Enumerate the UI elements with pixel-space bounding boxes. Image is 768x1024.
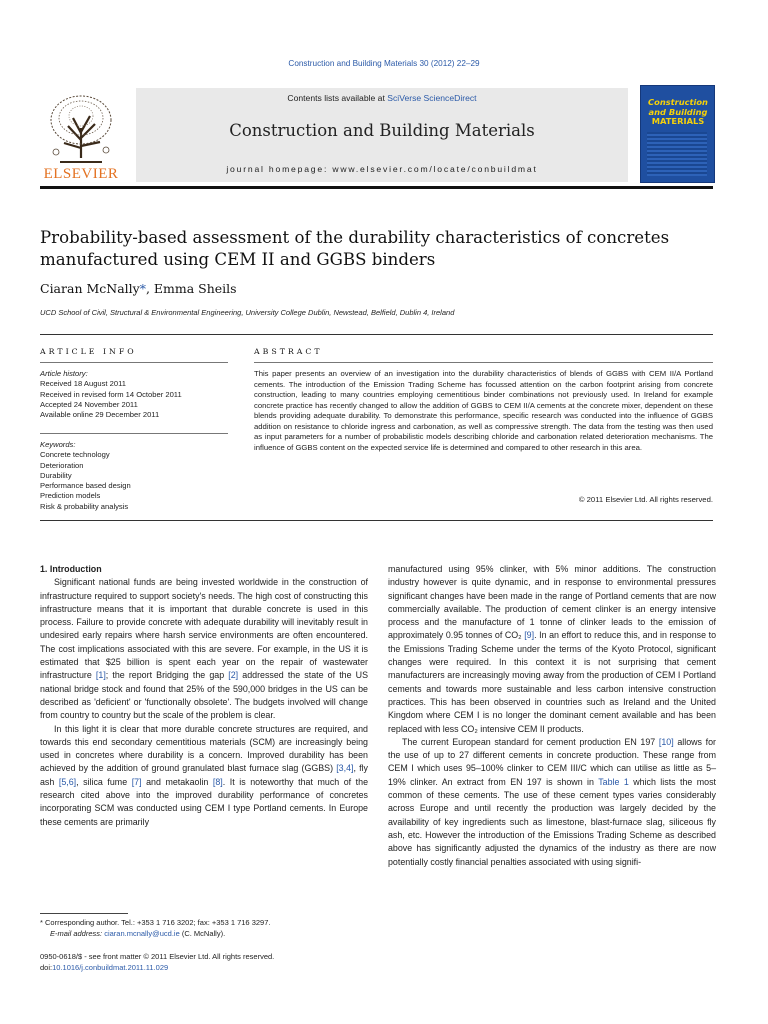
- paragraph: [388, 563, 716, 736]
- history-online: Available online 29 December 2011: [40, 410, 160, 420]
- article-history: [40, 369, 230, 420]
- text-run: . It is noteworthy that much of the research cited above into the improved durability performance of concretes incorporating SCM was conducted using CEM I type Portland cements. In Europe these cements are primarily: [40, 776, 369, 827]
- text-run: and metakaolin: [141, 776, 213, 787]
- text-run: Significant national funds are being invested worldwide in the construction of infrastructure required to support society's needs. The high cost of constructing this infrastructure means that it is important that durable concrete is used in this process. Failure to provide concrete with adequate durability will inevitably result in undesired early repairs where harsh service environments are often encountered. The cost implications associated with this are severe. For example, in the US it is estimated that $25 billion is spent each year on the repair of wastewater infrastructure: [40, 577, 368, 681]
- history-received: Received 18 August 2011: [40, 379, 126, 389]
- abstract-divider: [40, 520, 713, 521]
- authors: [40, 281, 237, 296]
- keyword-item: Performance based design: [40, 481, 131, 491]
- journal-homepage[interactable]: journal homepage: www.elsevier.com/locate/conbuildmat: [226, 164, 538, 174]
- keyword-item: Risk & probability analysis: [40, 501, 129, 511]
- cover-title-text: Construction and Building: [648, 97, 708, 117]
- email-line: [40, 929, 370, 940]
- paragraph: [388, 736, 716, 869]
- email-link[interactable]: ciaran.mcnally@ucd.ie: [104, 928, 180, 938]
- keyword-item: Durability: [40, 470, 72, 480]
- front-matter-info: [40, 952, 274, 974]
- email-suffix: (C. McNally).: [179, 928, 226, 938]
- citation-link[interactable]: [3,4]: [336, 763, 354, 774]
- abstract-rule: [254, 362, 713, 363]
- corresponding-author-marker[interactable]: *: [139, 281, 146, 296]
- citation-link[interactable]: [9]: [524, 630, 535, 641]
- contents-prefix: Contents lists available at: [287, 93, 388, 103]
- keyword-item: Prediction models: [40, 491, 101, 501]
- table-link[interactable]: Table 1: [598, 776, 629, 787]
- text-run: manufactured using 95% clinker, with 5% minor additions. The construction industry however is quite dynamic, and in response to environmental pressures significant changes have been made in the range of Portland cements that are now commercially available. The production of cement clinker is an energy intensive process and the manufacture of 1 tonne of clinker leads to the emission of approximately 0.95 tonnes of CO₂: [388, 564, 716, 641]
- issn-line: 0950-0618/$ - see front matter © 2011 Elsevier Ltd. All rights reserved.: [40, 952, 275, 961]
- header-rule: [40, 186, 713, 189]
- author-sheils[interactable]: , Emma Sheils: [145, 281, 237, 296]
- cover-artwork: [647, 132, 707, 176]
- abstract-copyright: © 2011 Elsevier Ltd. All rights reserved.: [578, 495, 713, 504]
- corresponding-author-note: * Corresponding author. Tel.: +353 1 716 3202; fax: +353 1 716 3297.: [40, 918, 271, 927]
- affiliation: UCD School of Civil, Structural & Environmental Engineering, University College Dublin, Newstead, Belfield, Dublin 4, Ireland: [40, 308, 455, 317]
- sciencedirect-link[interactable]: SciVerse ScienceDirect: [387, 93, 477, 103]
- article-info-heading: ARTICLE INFO: [40, 347, 137, 356]
- cover-subtitle: MATERIALS: [651, 116, 705, 126]
- text-run: ; the report Bridging the gap: [105, 670, 229, 681]
- article-info-rule: [40, 362, 228, 363]
- contents-line: [136, 93, 628, 103]
- abstract-text: This paper presents an overview of an investigation into the durability characteristics of blends of GGBS with CEM II/A Portland cements. The introduction of the Emission Trading Scheme has focussed attention on the carbon footprint arising from concrete construction, leading to many countries employing cementitious binder combinations not previously used. In Ireland for example concrete practice has recently changed to allow the addition of GGBS to CEM II/A cements at the concrete mixer, dependent on these blends providing adequate durability. To demonstrate this performance, specific research was conducted into the influence of GGBS addition on resistance to chloride ingress and carbonation, as well as compressive strength. The data from the testing was then used as input parameters for a number of probabilistic models describing chloride and carbonation related deterioration mechanisms. The influence of GGBS content on the expected service life is determined and compared to other research in this area.: [254, 369, 713, 452]
- text-run: . In an effort to reduce this, and in response to the Emissions Trading Scheme under the terms of the Kyoto Protocol, significant changes were required. In this context it is not surprising that cement manufacturers are increasingly moving away from the production of CEM I Portland cements and towards more sustainable and less carbon intensive construction practices. This has been observed in countries such as Ireland and the United Kingdom where CEM I is no longer the dominant cement available and has been replaced with less CO₂ intensive CEM II products.: [388, 630, 717, 734]
- article-history-label: Article history:: [40, 369, 88, 378]
- journal-name: Construction and Building Materials: [229, 121, 535, 140]
- doi-link[interactable]: 10.1016/j.conbuildmat.2011.11.029: [52, 962, 169, 972]
- journal-citation[interactable]: Construction and Building Materials 30 (2012) 22–29: [288, 59, 480, 68]
- keyword-item: Deterioration: [40, 460, 84, 470]
- keywords-list: [40, 440, 230, 512]
- journal-cover-image: [640, 85, 715, 183]
- keywords-rule: [40, 433, 228, 434]
- citation-link[interactable]: [7]: [131, 776, 142, 787]
- keyword-item: Concrete technology: [40, 450, 110, 460]
- journal-header: [136, 88, 628, 182]
- abstract-heading: ABSTRACT: [254, 347, 323, 356]
- citation-link[interactable]: [5,6]: [58, 776, 77, 787]
- citation-link[interactable]: [2]: [228, 670, 239, 681]
- doi-label: doi:: [40, 962, 53, 972]
- citation-link[interactable]: [10]: [658, 736, 674, 747]
- text-run: allows for the use of up to 27 different cements in concrete production. These range from CEM I which uses 95–100% clinker to CEM III/C which can utilise as little as 5–19% clinker. An extract from EN 197 is shown in: [388, 736, 716, 787]
- history-revised: Received in revised form 14 October 2011: [40, 389, 182, 399]
- cover-title: [645, 98, 711, 127]
- text-run: , silica fume: [76, 776, 132, 787]
- text-run: addressed the state of the US national bridge stock and found that 25% of the 590,000 bridges in the US can be described as 'deficient' or 'functionally obsolete'. The budgets involved will change from country to country but the scale of the problem is clear.: [40, 670, 368, 721]
- body-left-column: [40, 563, 368, 829]
- paragraph: [40, 723, 368, 829]
- footnote: [40, 918, 370, 940]
- text-run: , fly ash: [40, 763, 368, 787]
- paragraph: [40, 576, 368, 722]
- citation-link[interactable]: [8]: [212, 776, 223, 787]
- text-run: which lists the most common of these cements. The use of these cement types varies considerably across Europe and until recently the production was largely decided by the availability of key ingredients such as limestone, blast-furnace slag, siliceous fly ash, etc. However the introduction of the Emissions Trading Scheme as described above has significantly adjusted the dynamics of the industry as there are now potentially costly financial penalties associated with using signifi-: [388, 776, 716, 867]
- body-right-column: [388, 563, 716, 869]
- article-title: Probability-based assessment of the durability characteristics of concretes manufactured using CEM II and GGBS binders: [40, 228, 670, 269]
- author-mcnally[interactable]: Ciaran McNally: [40, 281, 140, 296]
- text-run: In this light it is clear that more durable concrete structures are required, and towards this end secondary cementitious materials (SCM) are increasingly being used in concretes where durability is a concern. Improved durability has been achieved by the addition of ground granulated blast furnace slag (GGBS): [40, 723, 368, 774]
- footnote-rule: [40, 913, 128, 914]
- history-accepted: Accepted 24 November 2011: [40, 399, 138, 409]
- email-label: E-mail address:: [50, 928, 105, 938]
- keywords-label: Keywords:: [40, 440, 76, 449]
- title-divider: [40, 334, 713, 335]
- citation-link[interactable]: [1]: [95, 670, 106, 681]
- section-title-introduction: 1. Introduction: [40, 564, 102, 574]
- text-run: The current European standard for cement production EN 197: [402, 736, 659, 747]
- doi-line: [40, 963, 274, 974]
- elsevier-wordmark: ELSEVIER: [43, 166, 119, 182]
